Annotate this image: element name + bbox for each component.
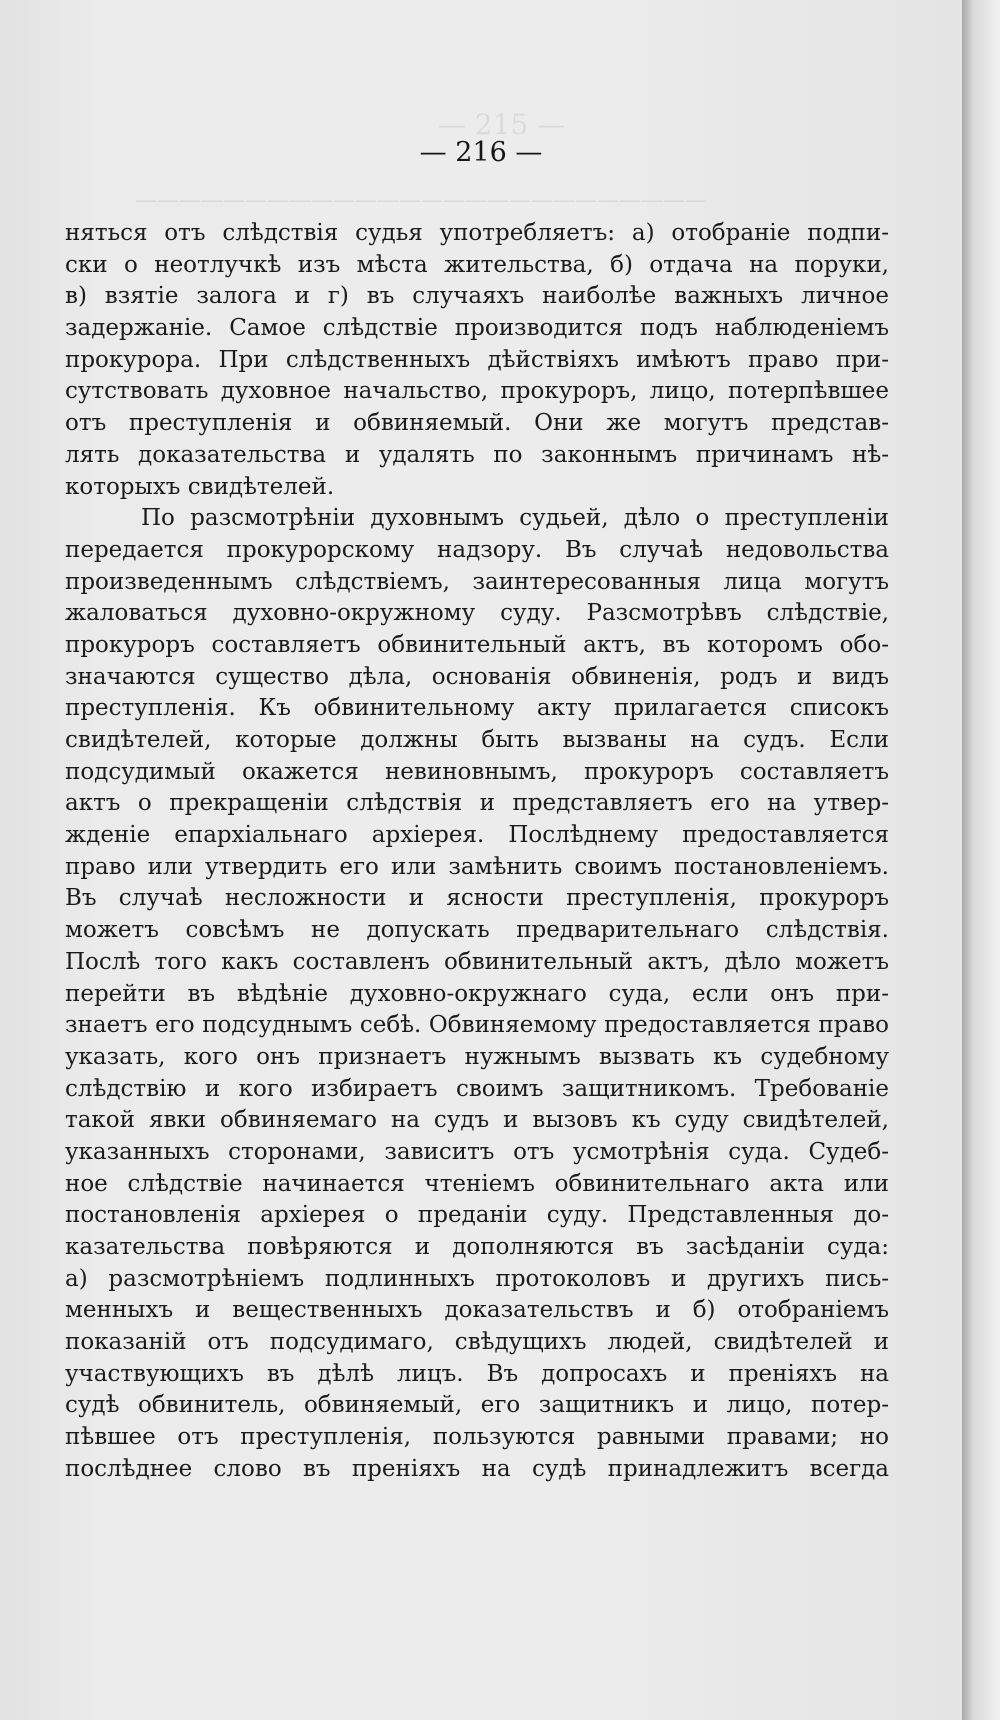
page-binding-shadow xyxy=(962,0,1000,1720)
text-line: подсудимый окажется невиновнымъ, прокуроръ составляетъ xyxy=(65,758,889,785)
text-line: слѣдствію и кого избираетъ своимъ защитникомъ. Требованіе xyxy=(65,1075,889,1102)
text-line: показаній отъ подсудимаго, свѣдущихъ людей, свидѣтелей и xyxy=(65,1329,889,1356)
text-line: указанныхъ сторонами, зависитъ отъ усмотрѣнія суда. Судеб- xyxy=(65,1138,889,1165)
text-line: преступленія. Къ обвинительному акту прилагается списокъ xyxy=(65,695,889,722)
text-line: в) взятіе залога и г) въ случаяхъ наиболѣе важныхъ личное xyxy=(65,283,889,310)
text-line: свидѣтелей, которые должны быть вызваны на судъ. Если xyxy=(65,727,889,753)
text-line: ное слѣдствіе начинается чтеніемъ обвинительнаго акта или xyxy=(65,1170,889,1197)
text-line: отъ преступленія и обвиняемый. Они же могутъ представ- xyxy=(65,410,889,437)
text-line: право или утвердить его или замѣнить своимъ постановленіемъ. xyxy=(65,853,889,880)
text-line: ски о неотлучкѣ изъ мѣста жительства, б) отдача на поруки, xyxy=(65,251,889,278)
text-line: можетъ совсѣмъ не допускать предварительнаго слѣдствія. xyxy=(65,917,889,944)
body-text xyxy=(65,218,889,1486)
text-line: пѣвшее отъ преступленія, пользуются равными правами; но xyxy=(65,1424,889,1451)
text-line: задержаніе. Самое слѣдствіе производится подъ наблюденіемъ xyxy=(65,315,889,342)
text-line: прокурора. При слѣдственныхъ дѣйствіяхъ имѣютъ право при- xyxy=(65,346,889,373)
text-line: казательства повѣряются и дополняются въ засѣданіи суда: xyxy=(65,1234,889,1260)
text-line: сутствовать духовное начальство, прокуроръ, лицо, потерпѣвшее xyxy=(65,378,889,405)
bleed-through-text: —————————————————————————— xyxy=(135,188,707,213)
text-line: указать, кого онъ признаетъ нужнымъ вызвать къ судебному xyxy=(65,1043,889,1070)
text-line: значаются существо дѣла, основанія обвиненія, родъ и видъ xyxy=(65,663,889,690)
text-line: постановленія архіерея о преданіи суду. Представленныя до- xyxy=(65,1202,889,1229)
text-line: няться отъ слѣдствія судья употребляетъ: а) отобраніе подпи- xyxy=(65,220,889,246)
text-line: а) разсмотрѣніемъ подлинныхъ протоколовъ и другихъ пись- xyxy=(65,1265,889,1292)
text-line: послѣднее слово въ преніяхъ на судѣ принадлежитъ всегда xyxy=(65,1455,889,1482)
text-line: прокуроръ составляетъ обвинительный актъ, въ которомъ обо- xyxy=(65,631,889,658)
text-line: произведеннымъ слѣдствіемъ, заинтересованныя лица могутъ xyxy=(65,568,889,595)
text-line: знаетъ его подсуднымъ себѣ. Обвиняемому предоставляется право xyxy=(65,1012,889,1039)
page-number: — 216 — xyxy=(419,137,543,168)
text-line: Послѣ того какъ составленъ обвинительный актъ, дѣло можетъ xyxy=(65,948,889,975)
text-line: менныхъ и вещественныхъ доказательствъ и б) отобраніемъ xyxy=(65,1297,889,1324)
text-line: лять доказательства и удалять по законнымъ причинамъ нѣ- xyxy=(65,441,889,468)
text-line: жаловаться духовно-окружному суду. Разсмотрѣвъ слѣдствіе, xyxy=(65,600,889,627)
text-line: судѣ обвинитель, обвиняемый, его защитникъ и лицо, потер- xyxy=(65,1392,889,1419)
text-line: жденіе епархіальнаго архіерея. Послѣднему предоставляется xyxy=(65,822,889,849)
text-line: которыхъ свидѣтелей. xyxy=(65,473,335,500)
text-line: Въ случаѣ несложности и ясности преступленія, прокуроръ xyxy=(65,885,889,912)
bleed-through-text: — 215 — xyxy=(438,108,566,141)
text-line: участвующихъ въ дѣлѣ лицъ. Въ допросахъ и преніяхъ на xyxy=(65,1360,889,1387)
text-line: передается прокурорскому надзору. Въ случаѣ недовольства xyxy=(65,536,889,563)
text-line: По разсмотрѣніи духовнымъ судьей, дѣло о преступленіи xyxy=(141,505,889,532)
text-line: перейти въ вѣдѣніе духовно-окружнаго суда, если онъ при- xyxy=(65,980,889,1007)
text-line: актъ о прекращеніи слѣдствія и представляетъ его на утвер- xyxy=(65,790,889,817)
text-line: такой явки обвиняемаго на судъ и вызовъ къ суду свидѣтелей, xyxy=(65,1107,889,1134)
